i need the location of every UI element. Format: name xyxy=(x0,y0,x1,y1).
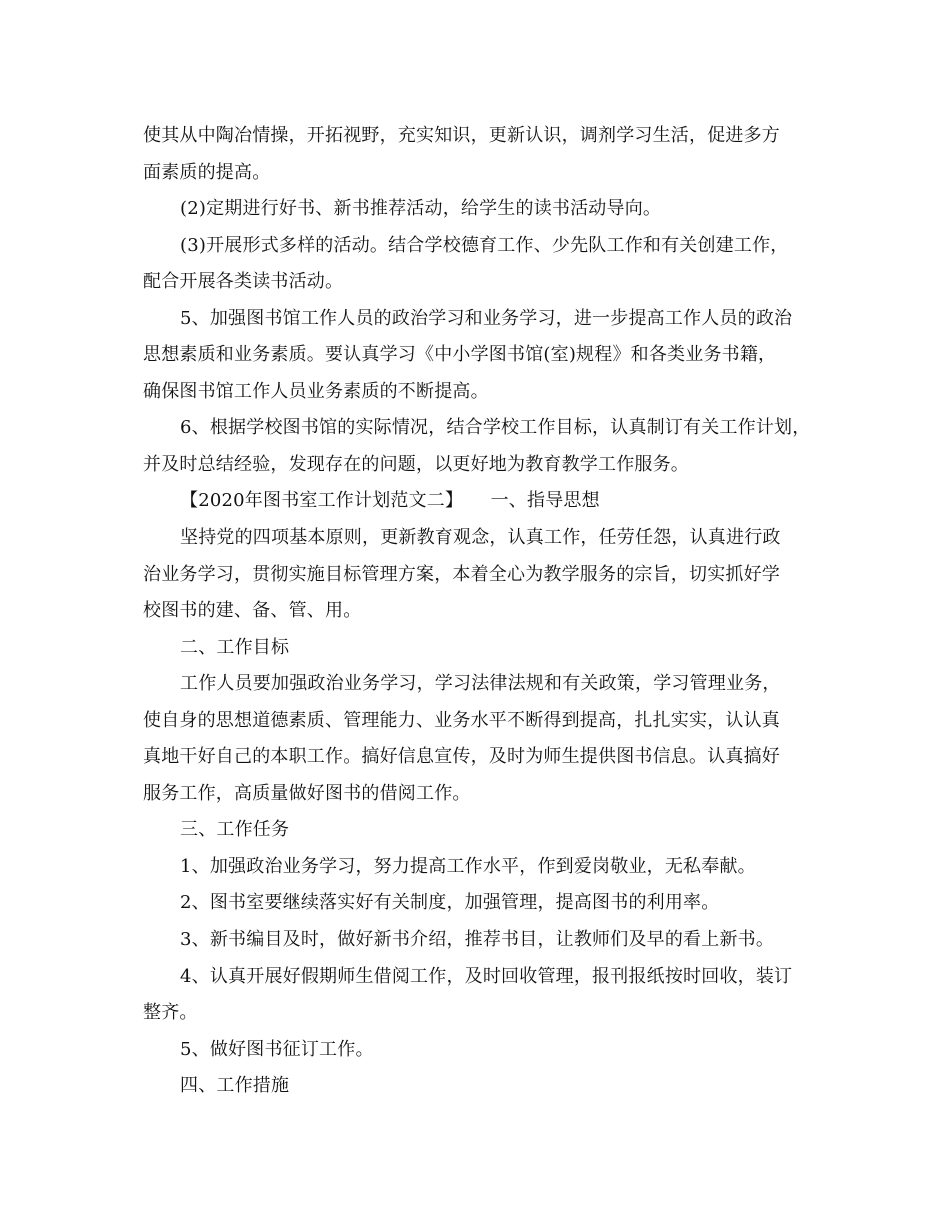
text-line: 治业务学习，贯彻实施目标管理方案，本着全心为教学服务的宗旨，切实抓好学 xyxy=(143,563,780,585)
text-line: (2)定期进行好书、新书推荐活动，给学生的读书活动导向。 xyxy=(180,198,662,220)
text-line: 5、做好图书征订工作。 xyxy=(180,1038,374,1060)
text-line: 使自身的思想道德素质、管理能力、业务水平不断得到提高，扎扎实实，认认真 xyxy=(143,709,780,731)
text-line: 工作人员要加强政治业务学习，学习法律法规和有关政策，学习管理业务， xyxy=(180,673,781,695)
text-line: 使其从中陶冶情操，开拓视野，充实知识，更新认识，调剂学习生活，促进多方 xyxy=(143,125,780,146)
document-body xyxy=(143,118,823,1105)
text-line: 二、工作目标 xyxy=(180,636,290,658)
text-line: 6、根据学校图书馆的实际情况，结合学校工作目标，认真制订有关工作计划， xyxy=(180,417,811,439)
text-line: 校图书的建、备、管、用。 xyxy=(143,600,362,622)
text-line: 【2020年图书室工作计划范文二】 一、指导思想 xyxy=(180,490,600,512)
text-line: 配合开展各类读书活动。 xyxy=(143,271,344,293)
text-line: 2、图书室要继续落实好有关制度，加强管理，提高图书的利用率。 xyxy=(180,892,720,914)
text-line: 面素质的提高。 xyxy=(143,161,271,183)
text-line: (3)开展形式多样的活动。结合学校德育工作、少先队工作和有关创建工作， xyxy=(180,234,789,256)
text-line: 确保图书馆工作人员业务素质的不断提高。 xyxy=(143,380,489,402)
text-line: 4、认真开展好假期师生借阅工作，及时回收管理，报刊报纸按时回收，装订 xyxy=(180,965,793,987)
text-line: 四、工作措施 xyxy=(180,1075,290,1097)
text-line: 思想素质和业务素质。要认真学习《中小学图书馆(室)规程》和各类业务书籍， xyxy=(143,344,777,366)
text-line: 真地干好自己的本职工作。搞好信息宣传，及时为师生提供图书信息。认真搞好 xyxy=(143,746,780,768)
text-line: 3、新书编目及时，做好新书介绍，推荐书目，让教师们及早的看上新书。 xyxy=(180,929,775,951)
text-line: 坚持党的四项基本原则，更新教育观念，认真工作，任劳任怨，认真进行政 xyxy=(180,527,781,549)
text-line: 5、加强图书馆工作人员的政治学习和业务学习，进一步提高工作人员的政治 xyxy=(180,307,793,329)
text-line: 整齐。 xyxy=(143,1002,198,1024)
text-line: 并及时总结经验，发现存在的问题，以更好地为教育教学工作服务。 xyxy=(143,453,689,475)
text-line: 三、工作任务 xyxy=(180,819,290,841)
text-line: 服务工作，高质量做好图书的借阅工作。 xyxy=(143,782,471,804)
text-line: 1、加强政治业务学习，努力提高工作水平，作到爱岗敬业，无私奉献。 xyxy=(180,855,756,877)
